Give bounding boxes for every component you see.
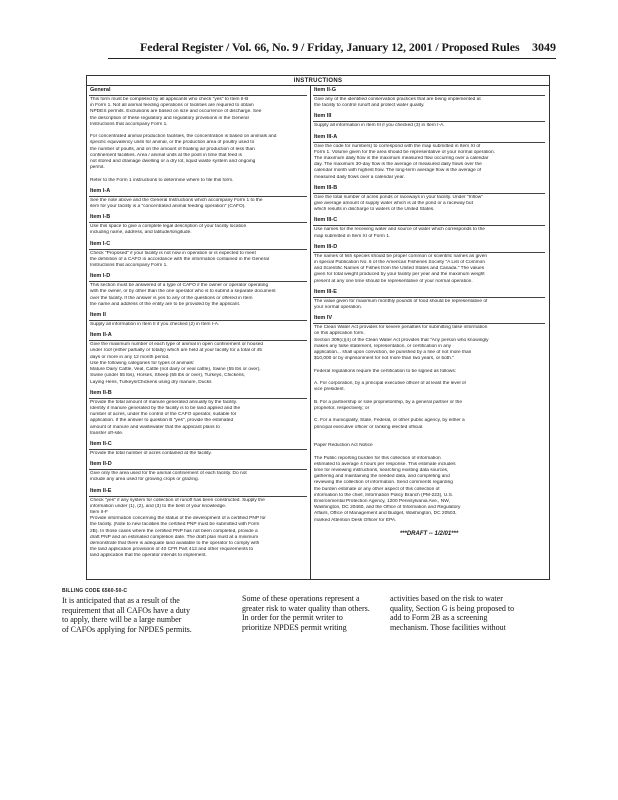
instruction-section [89,240,307,273]
section-heading: General [89,86,307,96]
text-line: measured daily flows over a calendar year. [314,174,405,180]
paragraph-line: It is anticipated that as a result of the [62,596,180,605]
text-line: Instructions that accompany Form 1. [90,121,168,127]
section-heading: Item III [313,112,545,122]
text-line: This section must be answered of a type of CAFO if the owner or operator operating [90,283,269,289]
instruction-section [313,112,545,132]
form-title: INSTRUCTIONS [293,78,343,84]
text-line: the name and address of the entity are to be provided by the applicant. [90,301,241,307]
section-body [313,122,545,132]
text-line: A. For corporation, by a principal executive officer of at least the level of [314,381,466,387]
text-line: day. The maximum 30-day flow is the average of measured daily flows over the [314,162,482,168]
text-line: Identify if manure generated by the facility is to be land applied and the [90,405,241,411]
section-body [89,341,307,388]
section-heading: Item II-B [89,389,307,399]
text-column-1 [62,596,214,634]
text-line: The Public reporting burden for this collection of information [314,455,441,461]
section-heading: Item II [89,311,307,321]
instruction-section [89,187,307,213]
billing-code: BILLING CODE 6560-50-C [62,588,128,594]
text-line: Give only the area used for the animal confinement of each facility. Do not [90,471,247,477]
section-body [89,470,307,486]
text-line: estimated to average 4 hours per response. This estimate includes [314,461,456,467]
text-line: Laying Hens, Turkeys/Chickens using dry manure, Ducks [90,379,212,385]
instruction-section [89,331,307,388]
text-line: the burden estimate or any other aspect of this collection of [314,486,440,492]
text-line: draft PNP and an estimated completion date. The draft plan must at a minimum [90,534,259,540]
text-line: give average amount of supply water which is at the pond or a raceway but [314,201,473,207]
text-line: Washington, DC 20460, and the Office of Information and Regulatory [314,505,461,511]
section-body [313,324,545,527]
text-line: specific equivalency units for animal, or the production area of poultry used to [90,140,255,146]
text-line: principal executive officer or ranking elected official. [314,424,424,430]
body-text [62,588,558,640]
text-line: information to the chief, Information Policy Branch (PM-223), U.S. [314,492,454,498]
text-line: proprietor, respectively; or [314,405,370,411]
text-line: in Form 1. Not all animal feeding operations or facilities are required to obtain [90,103,254,109]
section-heading: Item III-B [313,184,545,194]
text-line: Give any of the identified conservation practices that are being implemented at [314,97,481,102]
paragraph-line: In order for the permit writer to [242,613,343,623]
section-heading: Item IV [313,314,545,324]
text-line: Give the code for numbers) to correspond with the map submitted in Item XI of [314,143,481,149]
text-line: Federal regulations require the certification to be signed as follows: [314,368,457,374]
section-heading: Item III-C [313,216,545,226]
text-line: Give the total number of acres ponds or raceways in your facility. Under "Inflow" [314,194,483,200]
text-line: Use the following categories for types of animals: [90,360,195,366]
paragraph-line: of CAFOs applying for NPDES permits. [62,624,192,634]
text-line: makes any false statement, representation, or certification in any [314,343,452,349]
paragraph-line: quality, Section G is being proposed to [390,603,515,613]
instruction-section [89,440,307,460]
section-body [89,197,307,213]
section-body [313,143,545,184]
text-line: Affairs, Office of Management and Budget, Washington, DC 20503, [314,511,457,517]
instruction-section [313,184,545,217]
section-heading: Item II-A [89,331,307,341]
column-divider [310,85,311,579]
section-body [89,223,307,239]
text-line: Item II-F [90,509,108,515]
section-body [89,497,307,563]
instruction-section [313,216,545,242]
text-line: 2B). In those cases where the certified PNP has not been completed, provide a [90,528,258,534]
instruction-section [313,314,545,527]
text-line: vice president. [314,387,345,393]
instruction-section [89,272,307,311]
text-line: reviewing the collection of information. Send comments regarding [314,480,453,486]
section-body [313,226,545,242]
paragraph-line: to apply, there will be a large number [62,615,182,625]
left-column [89,86,307,563]
text-line: Form 1. Volume given for the area should be representative of your normal operation. [314,149,496,155]
text-column-2 [242,594,394,632]
text-line: transfer off-site. [90,430,124,436]
running-header [108,40,556,56]
text-line: map submitted in Item XI of Form 1. [314,233,391,239]
section-heading: Item I-B [89,213,307,223]
text-line: Supply all information in Item III if you checked (3) in Item I-A. [314,123,445,129]
text-line: land application that the operator intends to implement. [90,553,207,559]
text-line: Provide the total amount of manure generated annually by the facility. [90,399,238,405]
text-line: Swine (under 55 lbs), Horses, Sheep (55 lbs or over), Turkeys, Chickens, [90,373,246,379]
text-line: given for total weight produced by your facility per year and the maximum weight [314,272,485,278]
text-line: calendar month with highest flow. The long-term average flow is the average of [314,168,482,174]
section-heading: Item II-E [89,487,307,497]
section-body [89,282,307,311]
text-line: This form must be completed by all applicants who check "yes" to Item II-B [90,97,249,102]
text-line: Provide the total number of acres contained at the facility. [90,450,212,456]
text-line: on this application form. [314,331,365,337]
instruction-section [313,133,545,184]
instruction-section [313,86,545,112]
section-heading: Item III-D [313,243,545,253]
text-line: Mature Dairy Cattle, Veal, Cattle (not dairy or veal cattle), Swine (55 lbs or over), [90,367,261,373]
text-line: the land application provisions of 40 CFR Part 412 and other requirements to [90,547,254,553]
text-line: Use names for the receiving water and source of water which corresponds to the [314,227,485,233]
paragraph-line: prioritize NPDES permit writing [242,622,347,632]
text-line: which results in discharge to waters of the United States. [314,207,435,213]
text-line: Environmental Protection Agency, 1200 Pennsylvania Ave., NW, [314,498,450,504]
header-rule [108,58,556,59]
text-line: $10,000 or by imprisonment for not more than two years, or both." [314,356,454,362]
section-body [313,96,545,112]
section-body [89,450,307,460]
text-line: with the owner, or by other than the one operator who is to submit a separate document [90,289,276,295]
text-line: your normal operation. [314,305,362,311]
page-number: 3049 [532,40,556,54]
instruction-section [313,243,545,288]
text-line: application... shall upon conviction, be punished by a fine of not more than [314,350,472,356]
paragraph-line: mechanism. Those facilities without [390,622,506,632]
section-heading: Item III-A [313,133,545,143]
instruction-section [89,487,307,563]
draft-mark: ***DRAFT -- 1/2/01*** [399,530,459,537]
paragraph-line: add to Form 2B as a screening [390,613,488,623]
section-heading: Item I-D [89,272,307,282]
text-line: the number of poults, and on the amount of floating air production of less than [90,146,255,152]
text-line: For concentrated animal production facilities, the concentration is based on animals and [90,134,277,140]
text-column-3 [390,594,542,632]
text-line: item for your facility is a "concentrated animal feeding operation" (CAFO). [90,204,246,210]
right-column [313,86,545,537]
text-line: confinement facilities. Area / animal units at the point in time that feed is [90,152,242,158]
section-body [313,253,545,288]
text-line: Instructions that accompany Form 1. [90,263,168,269]
text-line: the facility. (Note to new facilities the certified PNP must be submitted with Form [90,522,260,528]
section-body [89,321,307,331]
text-line: The value given for maximum monthly pounds of food should be representative of [314,298,488,304]
section-heading: Item I-A [89,187,307,197]
text-line: The Clean Water Act provides for severe penalties for submitting false information [314,325,488,331]
text-line: C. For a municipality, State, Federal, or other public agency, by either a [314,418,465,424]
text-line: days or more in any 12 month period. [90,354,170,360]
text-line: under roof (either partially or totally) which are held at your facility for a total of 45 [90,348,262,354]
paragraph-line: Some of these operations represent a [242,594,360,603]
text-line: demonstrate that there is adequate land available to the operator to comply with [90,540,260,546]
text-line: Check "Proposed" if your facility is not now in operation or is expected to meet [90,250,256,256]
text-line: The names of fish species should be proper common or scientific names as given [314,253,488,259]
text-line: See the note above and the General Instructions which accompany Form 1 to the [90,197,263,203]
text-line: the facility to control runoff and protect water quality. [314,103,425,109]
text-line: Provide information concerning the status of the development of a certified PNP for [90,516,266,522]
instruction-section [89,460,307,486]
text-line: information under (1), (2), and (3) to the best of your knowledge. [90,503,227,509]
instructions-form [86,75,550,580]
text-line: including name, address, and latitude/longitude. [90,230,192,236]
section-heading: Item II-C [89,440,307,450]
section-body [313,194,545,217]
instruction-section [313,288,545,314]
paragraph-line: requirement that all CAFOs have a duty [62,605,190,615]
text-line: application. If the answer to question B "yes", provide the estimated [90,418,234,424]
instruction-section [89,213,307,239]
section-body [89,399,307,440]
section-heading: Item II-G [313,86,545,96]
text-line: number of acres, under the control of the CAFO operator, suitable for [90,412,237,418]
paragraph-line: activities based on the risk to water [390,594,503,603]
paragraph-line: greater risk to water quality than others. [242,603,370,613]
instruction-section [89,389,307,440]
section-heading: Item II-D [89,460,307,470]
instruction-section [89,311,307,331]
section-body [89,250,307,273]
text-line: permit. [90,165,105,171]
text-line: amount of manure and wastewater that the applicant plans to [90,424,220,430]
text-line: Give the maximum number of each type of animal in open confinement or housed [90,342,264,348]
text-line: include any area used for growing crops or grazing. [90,477,200,483]
text-line: not stored and drainage dwelling or a dry lot, liquid waste system and ongoing [90,159,256,165]
text-line: gathering and maintaining the needed data, and completing and [314,474,450,480]
header-title: Federal Register / Vol. 66, No. 9 / Friday, January 12, 2001 / Proposed Rules [140,40,520,54]
text-line: Check "yes" if any system for collection of runoff has been constructed. Supply the [90,497,265,503]
text-line: the definition of a CAFO in accordance with the information contained in the General [90,256,269,262]
text-line: Supply all information in Item II if you checked (2) in Item I-A. [90,322,220,328]
section-heading: Item I-C [89,240,307,250]
text-line: present at any one time should be representative of your normal operation. [314,278,473,284]
text-line: time for reviewing instructions, searching existing data sources, [314,467,449,473]
section-body [89,96,307,187]
text-line: and Scientific Names of Fishes from the United States and Canada." The values [314,266,485,272]
section-heading: Item III-E [313,288,545,298]
text-line: Refer to the Form 1 instructions to determine where to file this form. [90,177,234,183]
text-line: B. For a partnership or sole proprietorship, by a general partner or the [314,399,462,405]
text-line: Section 309(c)(4) of the Clean Water Act provides that "Any person who knowingly [314,337,489,343]
text-line: over the facility. If the answer is yes to any of the questions or offered in Item [90,295,253,301]
text-line: Paper Reduction Act Notice [314,443,373,449]
text-line: Use this space to give a complete legal description of your facility location [90,224,247,230]
section-body [313,298,545,314]
text-line: marked Attention Desk Officer for EPA. [314,517,397,523]
text-line: The maximum daily flow is the maximum measured flow occurring over a calendar [314,156,489,162]
text-line: NPDES permits. Exclusions are based on size and occurrence of discharge. See [90,109,262,115]
instruction-section [89,86,307,187]
text-line: in special Publication No. 6 of the American Fisheries Society "A List of Common [314,260,486,266]
text-line: the description of these regulatory and regulatory provisions in the General [90,115,249,121]
